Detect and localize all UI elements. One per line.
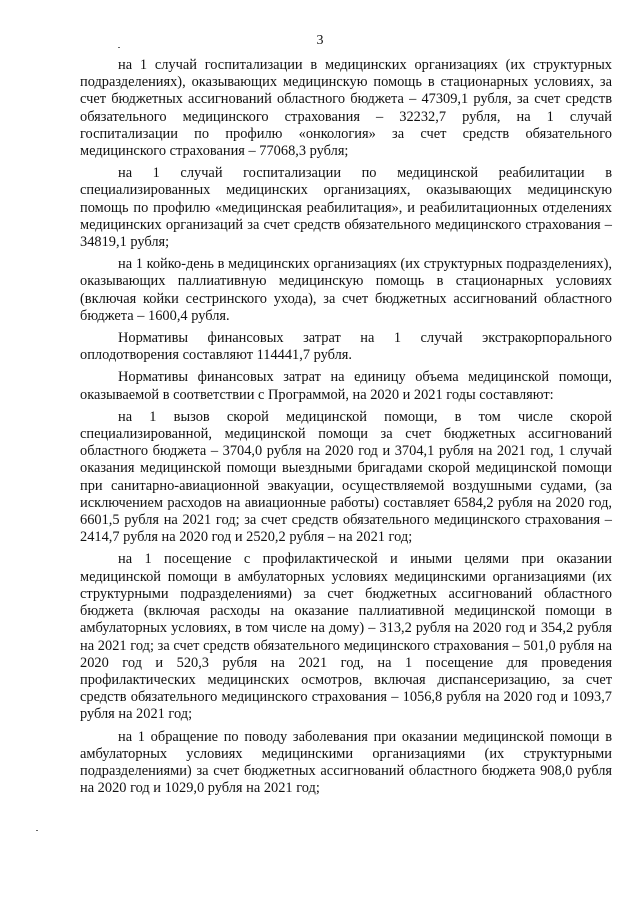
paragraph-ivf-norm: Нормативы финансовых затрат на 1 случай экстракорпорального оплодотворения составляют 114441,7 рубля. (80, 330, 612, 364)
paragraph-ambulance-call: на 1 вызов скорой медицинской помощи, в том числе скорой специализированной, медицинской помощи за счет бюджетных ассигнований областного бюджета – 3704,0 рубля на 2020 год и 3704,1 рубля на 2021 год, 1 случай оказания медицинской помощи выездными бригадами скорой медицинской помощи при санитарно-авиационной эвакуации, осуществляемой воздушными судами, (за исключением расходов на авиационные работы) составляет 6584,2 рубля на 2020 год, 6601,5 рубля на 2021 год; за счет средств обязательного медицинского страхования – 2414,7 рубля на 2020 год и 2520,2 рубля – на 2021 год; (80, 408, 612, 546)
paragraph-palliative-bed-day: на 1 койко-день в медицинских организациях (их структурных подразделениях), оказывающих паллиативную медицинскую помощь в стационарных условиях (включая койки сестринского ухода), за счет бюджетных ассигнований областного бюджета – 1600,4 рубля. (80, 256, 612, 324)
paragraph-disease-appeal: на 1 обращение по поводу заболевания при оказании медицинской помощи в амбулаторных условиях медицинскими организациями (их структурными подразделениями) за счет бюджетных ассигнований областного бюджета 908,0 рубля на 2020 год и 1029,0 рубля на 2021 год; (80, 728, 612, 797)
paragraph-hospitalization: на 1 случай госпитализации в медицинских организациях (их структурных подразделениях), оказывающих медицинскую помощь в стационарных условиях, за счет бюджетных ассигнований областного бюджета – 47309,1 рубля, за счет средств обязательного медицинского страхования – 32232,7 рубля, на 1 случай госпитализации по профилю «онкология» за счет средств обязательного медицинского страхования – 77068,3 рубля; (80, 57, 612, 160)
paragraph-norms-2020-2021: Нормативы финансовых затрат на единицу объема медицинской помощи, оказываемой в соответствии с Программой, на 2020 и 2021 годы составляют: (80, 369, 612, 403)
scan-speck (118, 47, 120, 48)
document-body (80, 57, 612, 802)
paragraph-rehabilitation: на 1 случай госпитализации по медицинской реабилитации в специализированных медицинских организациях, оказывающих медицинскую помощь по профилю «медицинская реабилитация», и реабилитационных отделениях медицинских организаций за счет средств обязательного медицинского страхования – 34819,1 рубля; (80, 165, 612, 251)
scan-speck (36, 830, 38, 831)
paragraph-preventive-visit: на 1 посещение с профилактической и иными целями при оказании медицинской помощи в амбулаторных условиях медицинскими организациями (их структурными подразделениями) за счет бюджетных ассигнований областного бюджета (включая расходы на оказание паллиативной медицинской помощи в амбулаторных условиях, в том числе на дому) – 313,2 рубля на 2020 год и 354,2 рубля на 2021 год; за счет средств обязательного медицинского страхования – 501,0 рубля на 2020 год и 520,3 рубля на 2021 год, на 1 посещение для проведения профилактических медицинских осмотров, включая диспансеризацию, за счет средств обязательного медицинского страхования – 1056,8 рубля на 2020 год и 1093,7 рубля на 2021 год; (80, 551, 612, 723)
page-number: 3 (316, 33, 324, 48)
